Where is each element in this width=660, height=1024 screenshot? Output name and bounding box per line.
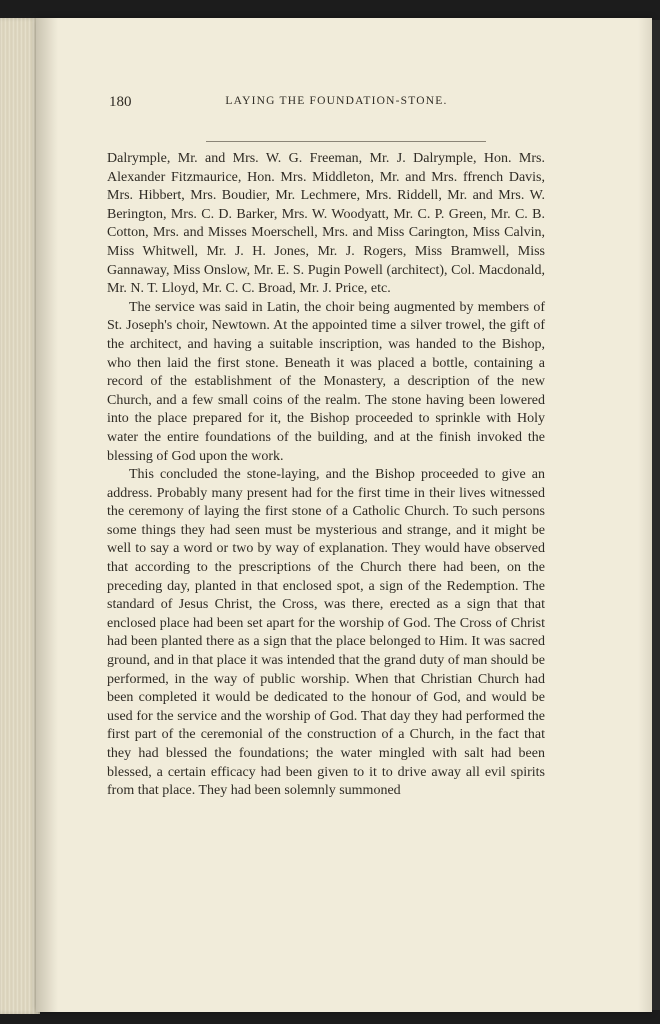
- page-number: 180: [109, 94, 132, 110]
- page-header: [109, 94, 544, 116]
- body-text: [107, 150, 545, 801]
- paragraph: Dalrymple, Mr. and Mrs. W. G. Freeman, Mr. J. Dalrymple, Hon. Mrs. Alexander Fitzmaurice, Hon. Mrs. Middleton, Mr. and Mrs. ffrench Davis, Mrs. Hibbert, Mrs. Boudier, Mr. Lechmere, Mrs. Riddell, Mr. and Mrs. W. Berington, Mrs. C. D. Barker, Mrs. W. Woodyatt, Mr. C. P. Green, Mr. C. B. Cotton, Mrs. and Misses Moerschell, Mrs. and Miss Carington, Miss Calvin, Miss Whitwell, Mr. J. H. Jones, Mr. J. Rogers, Miss Bramwell, Miss Gannaway, Miss Onslow, Mr. E. S. Pugin Powell (architect), Col. Macdonald, Mr. N. T. Lloyd, Mr. C. C. Broad, Mr. J. Price, etc.: [107, 151, 545, 297]
- scan-border: [652, 20, 660, 1010]
- page-edge-shadow: [638, 18, 652, 1012]
- header-rule: [206, 141, 486, 142]
- paragraph: This concluded the stone-laying, and the Bishop proceeded to give an address. Probably many present had for the first time in their lives witnessed the ceremony of laying the first stone of a Catholic Church. To such persons some things they had seen must be mysterious and strange, and it might be well to say a word or two by way of explanation. They would have observed that according to the prescriptions of the Church there had been, on the preceding day, planted in that enclosed spot, a sign of the Redemption. The standard of Jesus Christ, the Cross, was there, erected as a sign that that enclosed place had been set apart for the worship of God. The Cross of Christ had been planted there as a sign that the place belonged to Him. It was sacred ground, and in that place it was intended that the grand duty of man should be performed, in the way of public worship. When that Christian Church had been completed it would be dedicated to the honour of God, and would be used for the service and the worship of God. That day they had performed the first part of the ceremonial of the construction of a Church, in the fact that they had blessed the foundations; the water mingled with salt had been blessed, a certain efficacy had been given to it to drive away all evil spirits from that place. They had been solemnly summoned: [107, 467, 545, 799]
- paragraph: The service was said in Latin, the choir being augmented by members of St. Joseph's choir, Newtown. At the appointed time a silver trowel, the gift of the architect, and having a suitable inscription, was handed to the Bishop, who then laid the first stone. Beneath it was placed a bottle, containing a record of the establishment of the Monastery, a description of the new Church, and a few small coins of the realm. The stone having been lowered into the place prepared for it, the Bishop proceeded to sprinkle with Holy water the entire foundations of the building, and at the finish invoked the blessing of God upon the work.: [107, 299, 545, 464]
- gutter-shadow: [36, 18, 58, 1012]
- running-head: LAYING THE FOUNDATION-STONE.: [225, 95, 448, 107]
- book-page-edges: [0, 18, 40, 1014]
